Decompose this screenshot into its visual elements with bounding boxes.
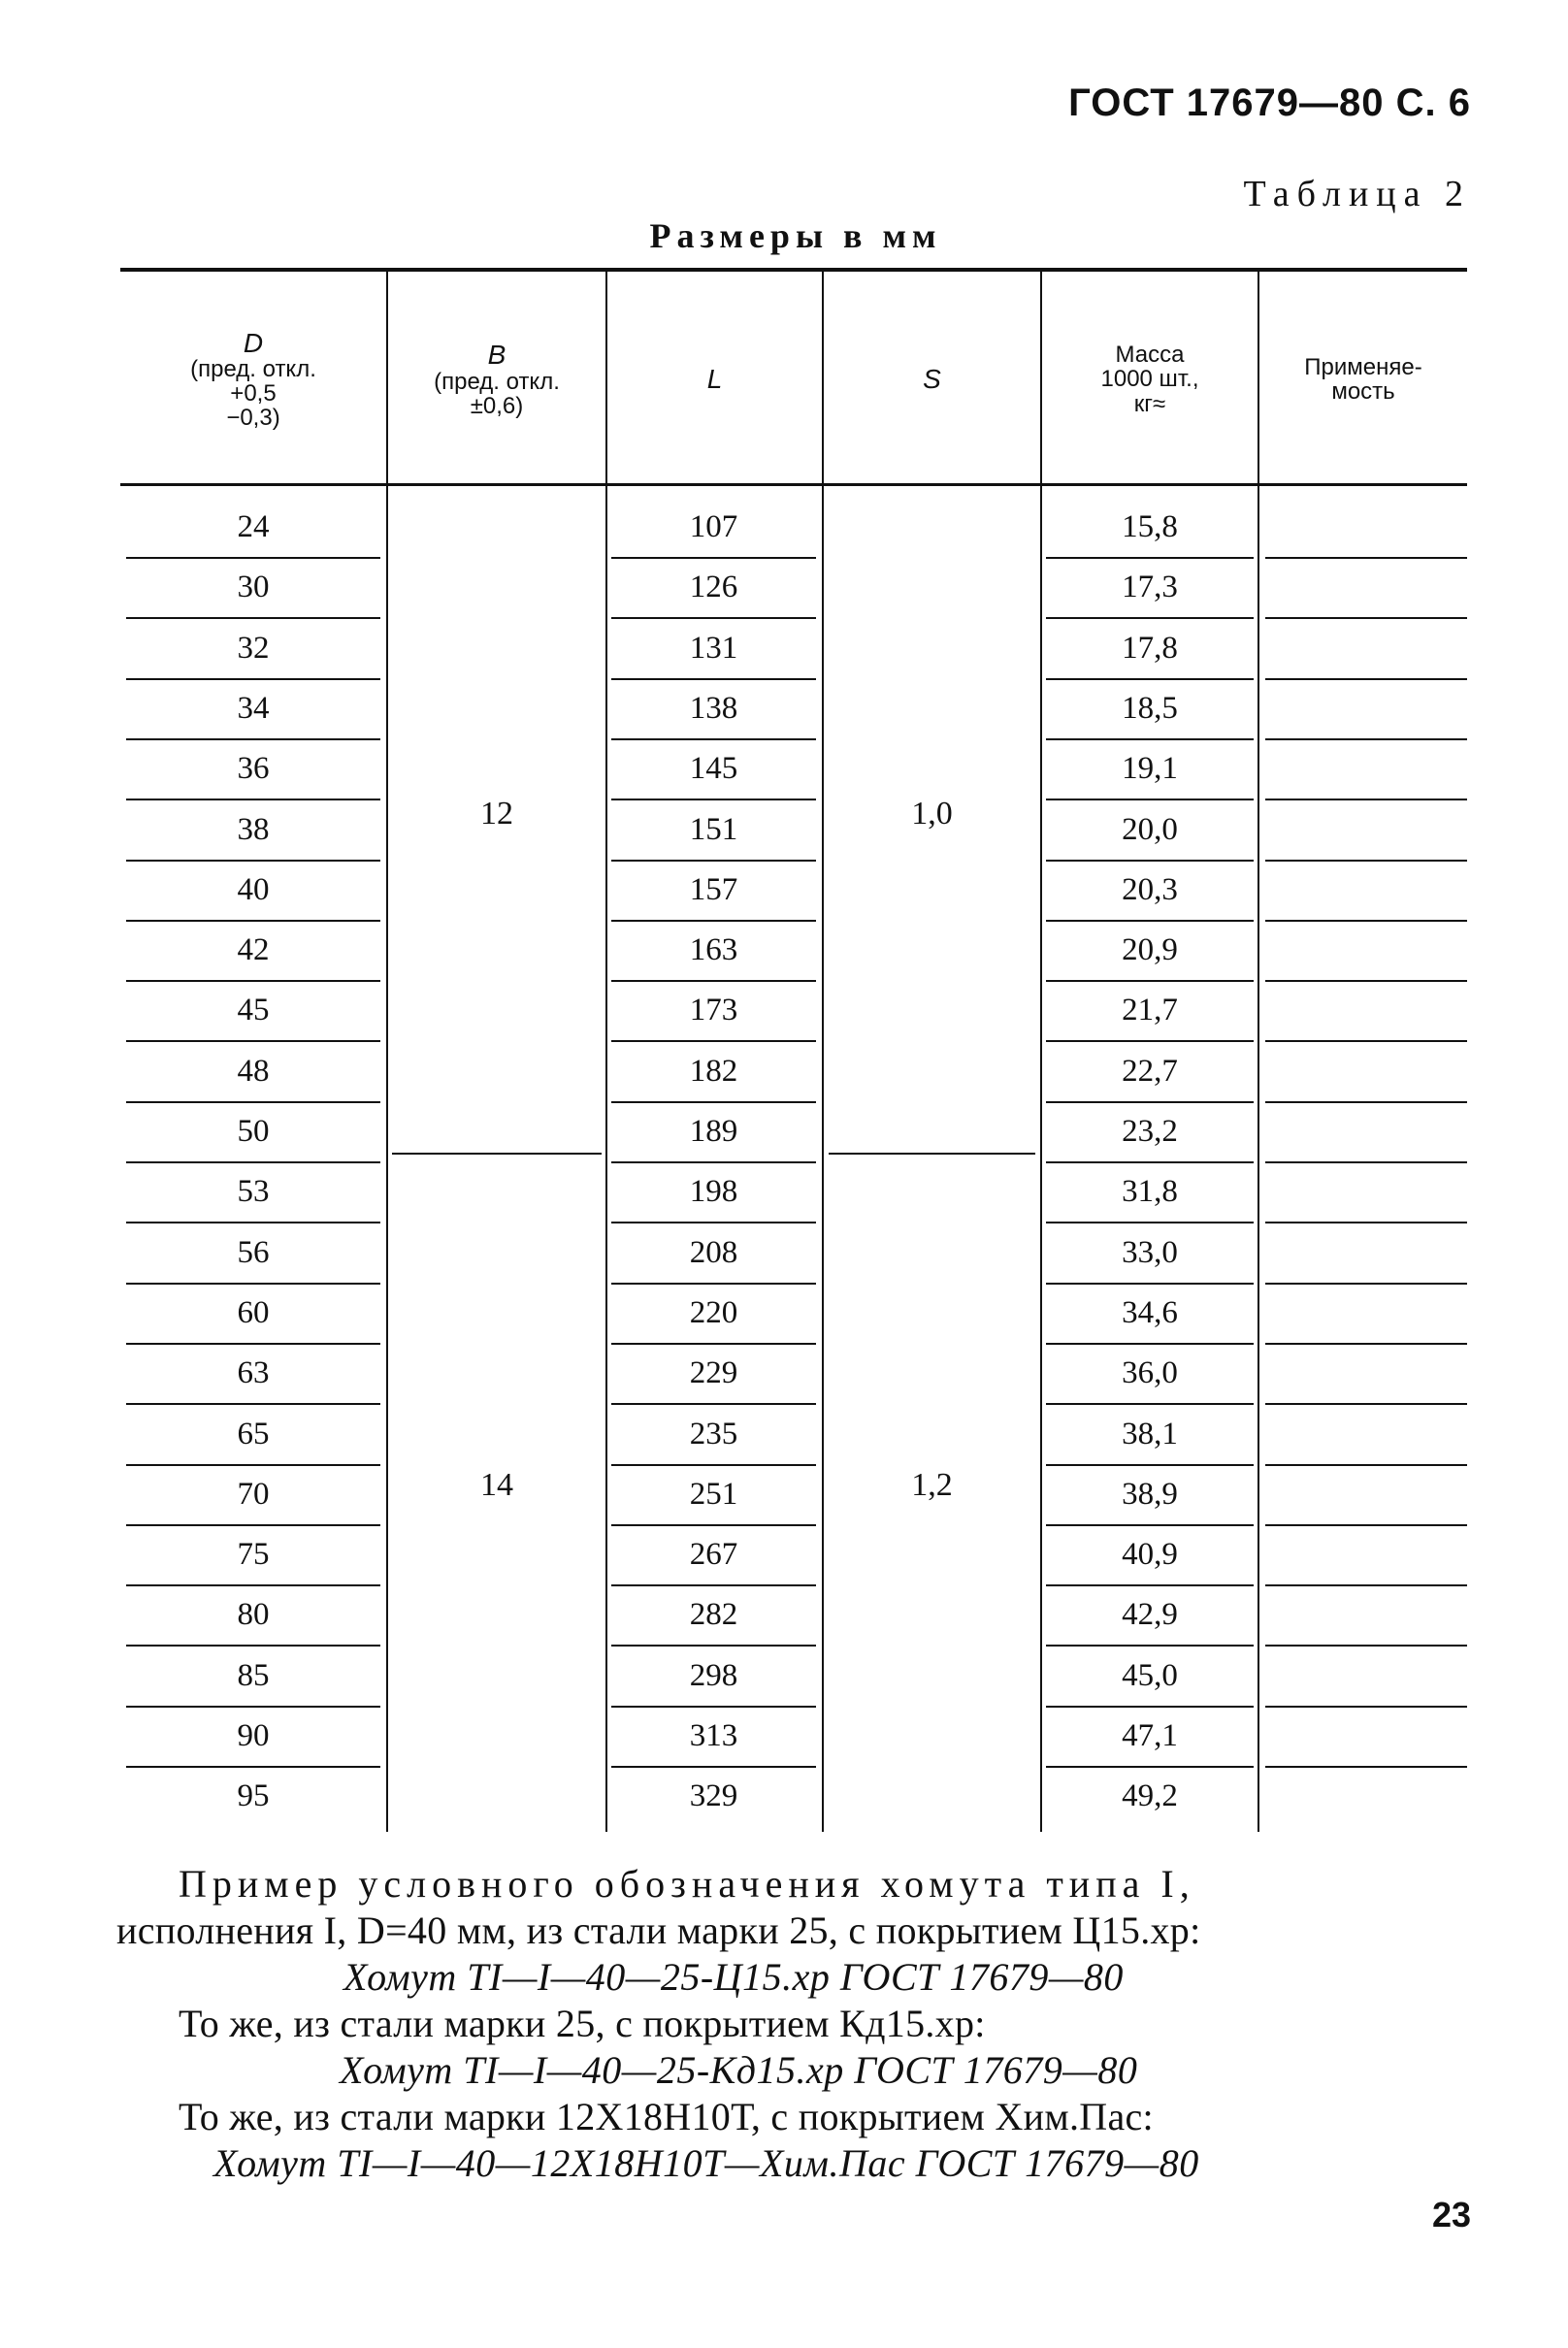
cell-l: 198: [611, 1161, 816, 1222]
col-d-note2: +0,5: [230, 380, 277, 408]
cell-l: 229: [611, 1343, 816, 1403]
cell-l: 235: [611, 1404, 816, 1464]
cell-apply-line: [1265, 738, 1467, 740]
col-header-mass: [1042, 277, 1258, 481]
cell-mass: 36,0: [1046, 1343, 1254, 1403]
cell-mass: 20,9: [1046, 920, 1254, 980]
cell-d: 60: [126, 1283, 380, 1343]
group-1-b: 12: [480, 796, 513, 832]
col-header-apply: [1259, 277, 1467, 481]
cell-apply-line: [1265, 557, 1467, 559]
col-b-note1: (пред. откл.: [434, 368, 560, 395]
cell-l: 151: [611, 799, 816, 860]
cell-d: 63: [126, 1343, 380, 1403]
col-divider-1: [386, 272, 388, 1832]
col-l-name: L: [706, 364, 723, 395]
cell-d: 32: [126, 618, 380, 678]
cell-l: 251: [611, 1464, 816, 1524]
cell-mass: 18,5: [1046, 678, 1254, 738]
cell-mass: 31,8: [1046, 1161, 1254, 1222]
col-divider-3: [822, 272, 824, 1832]
cell-apply-line: [1265, 1222, 1467, 1223]
cell-l: 145: [611, 738, 816, 799]
cell-apply-line: [1265, 1645, 1467, 1647]
col-d-name: D: [243, 327, 264, 358]
cell-mass: 20,3: [1046, 860, 1254, 920]
cell-apply-line: [1265, 1343, 1467, 1345]
cell-d: 70: [126, 1464, 380, 1524]
col-mass-line1: Масса: [1115, 342, 1185, 369]
example-designation-3: Хомут ТI—I—40—12Х18Н10Т—Хим.Пас ГОСТ 17679—80: [213, 2141, 1199, 2185]
cell-mass: 17,3: [1046, 557, 1254, 617]
cell-d: 75: [126, 1524, 380, 1584]
cell-mass: 38,9: [1046, 1464, 1254, 1524]
col-s-name: S: [923, 364, 941, 395]
cell-apply-line: [1265, 1464, 1467, 1466]
example-designation-1: Хомут ТI—I—40—25-Ц15.хр ГОСТ 17679—80: [343, 1955, 1124, 1999]
cell-l: 173: [611, 980, 816, 1040]
cell-l: 313: [611, 1706, 816, 1766]
cell-mass: 21,7: [1046, 980, 1254, 1040]
cell-l: 282: [611, 1584, 816, 1645]
col-header-s: [824, 277, 1040, 481]
header-bottom-rule: [120, 483, 1467, 486]
table-label: Таблица 2: [1243, 174, 1471, 214]
group-separator-s: [829, 1153, 1035, 1155]
cell-mass: 34,6: [1046, 1283, 1254, 1343]
cell-l: 182: [611, 1041, 816, 1101]
dimensions-table: [120, 268, 1467, 1840]
cell-mass: 17,8: [1046, 618, 1254, 678]
cell-mass: 23,2: [1046, 1101, 1254, 1161]
cell-apply-line: [1265, 980, 1467, 982]
cell-mass: 19,1: [1046, 738, 1254, 799]
cell-d: 24: [126, 497, 380, 557]
col-header-l: [607, 277, 822, 481]
group-separator-b: [392, 1153, 602, 1155]
col-divider-2: [605, 272, 607, 1832]
cell-d: 95: [237, 1778, 270, 1813]
page-header: ГОСТ 17679—80 С. 6: [1068, 82, 1471, 124]
example-alt-line-2: То же, из стали марки 25, с покрытием Кд15.хр:: [179, 2002, 986, 2045]
cell-apply-line: [1265, 1524, 1467, 1526]
cell-mass: 38,1: [1046, 1404, 1254, 1464]
cell-d: 42: [126, 920, 380, 980]
cell-d: 65: [126, 1404, 380, 1464]
cell-l: 189: [611, 1101, 816, 1161]
group-1-s: 1,0: [911, 796, 953, 832]
group-2-b: 14: [480, 1467, 513, 1503]
cell-d: 50: [126, 1101, 380, 1161]
cell-d: 90: [126, 1706, 380, 1766]
cell-mass: 42,9: [1046, 1584, 1254, 1645]
col-header-b: [388, 277, 605, 481]
col-header-d: [120, 277, 386, 481]
example-intro-line2: исполнения I, D=40 мм, из стали марки 25, с покрытием Ц15.хр:: [116, 1908, 1201, 1952]
cell-mass: 47,1: [1046, 1706, 1254, 1766]
cell-d: 85: [126, 1646, 380, 1706]
cell-d: 56: [126, 1223, 380, 1283]
page-number: 23: [1431, 2195, 1471, 2234]
cell-apply-line: [1265, 920, 1467, 922]
col-apply-line1: Применяе-: [1304, 353, 1422, 380]
col-b-note2: ±0,6): [470, 392, 524, 419]
col-d-note3: −0,3): [226, 405, 280, 432]
col-divider-4: [1040, 272, 1042, 1832]
col-d-note1: (пред. откл.: [190, 355, 316, 382]
col-apply-line2: мость: [1331, 378, 1395, 405]
example-intro-line1: Пример условного обозначения хомута типа I,: [179, 1862, 1195, 1906]
example-designation-2: Хомут ТI—I—40—25-Кд15.хр ГОСТ 17679—80: [340, 2048, 1138, 2092]
example-alt-line-3: То же, из стали марки 12Х18Н10Т, с покрытием Хим.Пас:: [179, 2095, 1154, 2138]
cell-d: 36: [126, 738, 380, 799]
col-mass-line2: 1000 шт.,: [1100, 366, 1199, 393]
cell-apply-line: [1265, 1101, 1467, 1103]
cell-d: 40: [126, 860, 380, 920]
cell-apply-line: [1265, 1403, 1467, 1405]
cell-mass: 45,0: [1046, 1646, 1254, 1706]
cell-apply-line: [1265, 1766, 1467, 1768]
table-top-rule: [120, 268, 1467, 272]
cell-apply-line: [1265, 1040, 1467, 1042]
cell-apply-line: [1265, 860, 1467, 862]
cell-apply-line: [1265, 1161, 1467, 1163]
cell-l: 298: [611, 1646, 816, 1706]
cell-l: 126: [611, 557, 816, 617]
cell-apply-line: [1265, 1706, 1467, 1708]
cell-d: 53: [126, 1161, 380, 1222]
cell-l: 157: [611, 860, 816, 920]
cell-l: 131: [611, 618, 816, 678]
col-divider-5: [1258, 272, 1259, 1832]
cell-l: 163: [611, 920, 816, 980]
cell-apply-line: [1265, 1584, 1467, 1586]
cell-apply-line: [1265, 678, 1467, 680]
cell-d: 80: [126, 1584, 380, 1645]
cell-d: 45: [126, 980, 380, 1040]
cell-l: 329: [689, 1778, 738, 1813]
cell-d: 34: [126, 678, 380, 738]
cell-apply-line: [1265, 799, 1467, 800]
cell-d: 30: [126, 557, 380, 617]
cell-d: 48: [126, 1041, 380, 1101]
cell-mass: 22,7: [1046, 1041, 1254, 1101]
units-label: Размеры в мм: [649, 216, 942, 255]
cell-l: 138: [611, 678, 816, 738]
cell-mass: 20,0: [1046, 799, 1254, 860]
cell-l: 267: [611, 1524, 816, 1584]
col-b-name: B: [487, 340, 506, 371]
cell-l: 107: [611, 497, 816, 557]
col-mass-line3: кг≈: [1133, 390, 1166, 417]
cell-l: 220: [611, 1283, 816, 1343]
cell-l: 208: [611, 1223, 816, 1283]
group-2-s: 1,2: [911, 1467, 953, 1503]
cell-apply-line: [1265, 1283, 1467, 1285]
cell-mass: 49,2: [1122, 1778, 1178, 1813]
cell-mass: 33,0: [1046, 1223, 1254, 1283]
cell-apply-line: [1265, 617, 1467, 619]
cell-d: 38: [126, 799, 380, 860]
cell-mass: 15,8: [1046, 497, 1254, 557]
cell-mass: 40,9: [1046, 1524, 1254, 1584]
